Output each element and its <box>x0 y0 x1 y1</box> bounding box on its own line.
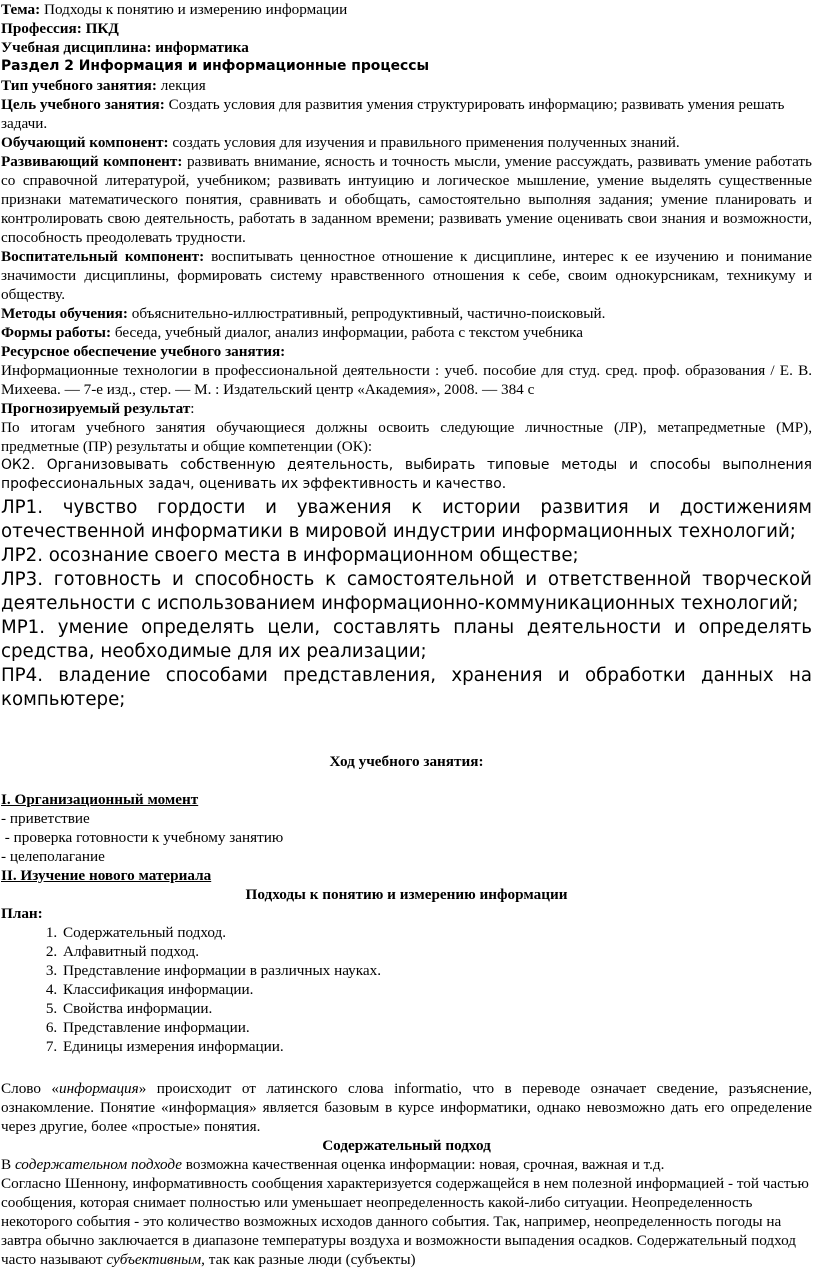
edu-component-paragraph <box>1 133 812 152</box>
topic-label: Тема: <box>1 1 41 18</box>
plan-item: 4. Классификация информации. <box>61 980 812 999</box>
content-approach-subtitle-text: Содержательный подход <box>322 1137 491 1154</box>
part2-heading-text: II. Изучение нового материала <box>1 867 212 884</box>
forms-label: Формы работы: <box>1 324 112 341</box>
resources-paragraph: Информационные технологии в профессиональной деятельности : учеб. пособие для студ. сред. проф. образования / Е. В. Михеева. — 7-е изд., стер. — М. : Издательский центр «Академия», 2008. — 384 с <box>1 362 812 398</box>
part2-title <box>1 885 812 904</box>
goal-label: Цель учебного занятия: <box>1 96 165 113</box>
p1-text-b: возможна качественная оценка информации: новая, срочная, важная и т.д. <box>181 1156 665 1173</box>
edu-component-label: Обучающий компонент: <box>1 134 169 151</box>
plan-item: 3. Представление информации в различных науках. <box>61 961 812 980</box>
topic-value: Подходы к понятию и измерению информации <box>40 1 348 18</box>
goal-paragraph <box>1 95 812 133</box>
plan-list <box>1 923 812 1056</box>
p2-text-b: , так как разные люди (субъекты) <box>201 1251 416 1268</box>
discipline-line <box>1 38 812 57</box>
intro-word: информация <box>59 1080 139 1097</box>
course-title <box>1 752 812 771</box>
vertical-gap <box>1 771 812 790</box>
goal-value: Создать условия для развития умения структурировать информацию; развивать умения решать задачи. <box>1 96 785 132</box>
plan-item: 7. Единицы измерения информации. <box>61 1037 812 1056</box>
outcome-item: МР1. умение определять цели, составлять планы деятельности и определять средства, необходимые для их реализации; <box>1 617 812 662</box>
upbringing-component-label: Воспитательный компонент: <box>1 248 205 265</box>
lesson-type-line <box>1 76 812 95</box>
result-heading <box>1 399 812 418</box>
plan-item: 2. Алфавитный подход. <box>61 942 812 961</box>
resources-heading <box>1 342 812 361</box>
part1-heading <box>1 790 812 809</box>
plan-item: 6. Представление информации. <box>61 1018 812 1037</box>
part1-heading-text: I. Организационный момент <box>1 791 199 808</box>
content-approach-subtitle <box>1 1136 812 1155</box>
part1-item: - целеполагание <box>1 848 105 865</box>
methods-line <box>1 304 812 323</box>
outcomes-list <box>1 496 812 712</box>
part1-item: - приветствие <box>1 810 90 827</box>
forms-line <box>1 323 812 342</box>
result-intro-paragraph: По итогам учебного занятия обучающиеся должны освоить следующие личностные (ЛР), метапредметные (МР), предметные (ПР) результаты и общие компетенции (ОК): <box>1 419 812 455</box>
profession-text: Профессия: ПКД <box>1 20 119 37</box>
part2-heading <box>1 866 812 885</box>
dev-component-paragraph <box>1 152 812 247</box>
intro-text-a: Слово « <box>1 1080 60 1097</box>
p1-text-a: В <box>1 1156 15 1173</box>
dev-component-value: развивать внимание, ясность и точность мысли, умение рассуждать, развивать умение работать со справочной литературой, учебником; развивать интуицию и логическое мышление, умение выделять существенные признаки математического понятия, сравнивать и обобщать, самостоятельно выполняя задания; умение планировать и контролировать свою деятельность, работать в заданном времени; развивать умение оценивать свои знания и возможности, способность преодолевать трудности. <box>1 153 812 246</box>
forms-value: беседа, учебный диалог, анализ информации, работа с текстом учебника <box>111 324 583 341</box>
intro-paragraph <box>1 1079 812 1136</box>
upbringing-component-value: воспитывать ценностное отношение к дисциплине, интерес к ее изучению и понимание значимости дисциплины, формировать систему нравственного отношения к себе, своим однокурсникам, техникуму и обществу. <box>1 248 812 303</box>
section-line <box>1 57 812 76</box>
result-label: Прогнозируемый результат <box>1 400 191 417</box>
upbringing-component-paragraph <box>1 247 812 304</box>
content-approach-paragraph-2 <box>1 1174 812 1269</box>
methods-value: объяснительно-иллюстративный, репродуктивный, частично-поисковый. <box>127 305 606 322</box>
resources-label: Ресурсное обеспечение учебного занятия: <box>1 343 286 360</box>
dev-component-label: Развивающий компонент: <box>1 153 183 170</box>
section-text: Раздел 2 Информация и информационные процессы <box>1 58 430 74</box>
outcome-item: ЛР1. чувство гордости и уважения к истории развития и достижениям отечественной информатики в мировой индустрии информационных технологий; <box>1 497 812 542</box>
edu-component-value: создать условия для изучения и правильного применения полученных знаний. <box>168 134 680 151</box>
intro-text-b: » происходит от латинского слова informatio, что в переводе означает сведение, разъяснение, ознакомление. Понятие «информация» является базовым в курсе информатики, однако невозможно дать его определение через другие, более «простые» понятия. <box>1 1080 812 1135</box>
p2-text-a: Согласно Шеннону, информативность сообщения характеризуется содержащейся в нем полезной информацией - той частью сообщения, которая снимает полностью или уменьшает неопределенность какой-либо ситуации. Неопределенность некоторого события - это количество возможных исходов данного события. Так, например, неопределенность погоды на завтра обычно заключается в диапазоне температуры воздуха и возможности выпадения осадков. Содержательный подход часто называют <box>1 1175 809 1268</box>
content-approach-paragraph-1 <box>1 1155 812 1174</box>
profession-line <box>1 19 812 38</box>
plan-item: 5. Свойства информации. <box>61 999 812 1018</box>
p1-emphasis: содержательном подходе <box>14 1156 182 1173</box>
vertical-spacer <box>1 712 812 750</box>
vertical-gap <box>1 1056 812 1075</box>
lesson-type-label: Тип учебного занятия: <box>1 77 157 94</box>
discipline-text: Учебная дисциплина: информатика <box>1 39 249 56</box>
outcome-item: ЛР3. готовность и способность к самостоятельной и ответственной творческой деятельности с использованием информационно-коммуникационных технологий; <box>1 569 812 614</box>
lesson-type-value: лекция <box>156 77 206 94</box>
course-title-text: Ход учебного занятия: <box>329 753 484 770</box>
plan-label-text: План: <box>1 905 43 922</box>
plan-label <box>1 904 812 923</box>
part1-item: - проверка готовности к учебному занятию <box>1 829 284 846</box>
outcome-item: ПР4. владение способами представления, хранения и обработки данных на компьютере; <box>1 665 812 710</box>
p2-emphasis: субъективным <box>106 1251 202 1268</box>
result-colon: : <box>190 400 195 417</box>
plan-item: 1. Содержательный подход. <box>61 923 812 942</box>
topic-line <box>1 0 812 19</box>
outcome-item: ЛР2. осознание своего места в информационном обществе; <box>1 545 579 566</box>
methods-label: Методы обучения: <box>1 305 128 322</box>
ok2-paragraph: ОК2. Организовывать собственную деятельность, выбирать типовые методы и способы выполнения профессиональных задач, оценивать их эффективность и качество. <box>1 457 812 492</box>
part2-title-text: Подходы к понятию и измерению информации <box>245 886 568 903</box>
